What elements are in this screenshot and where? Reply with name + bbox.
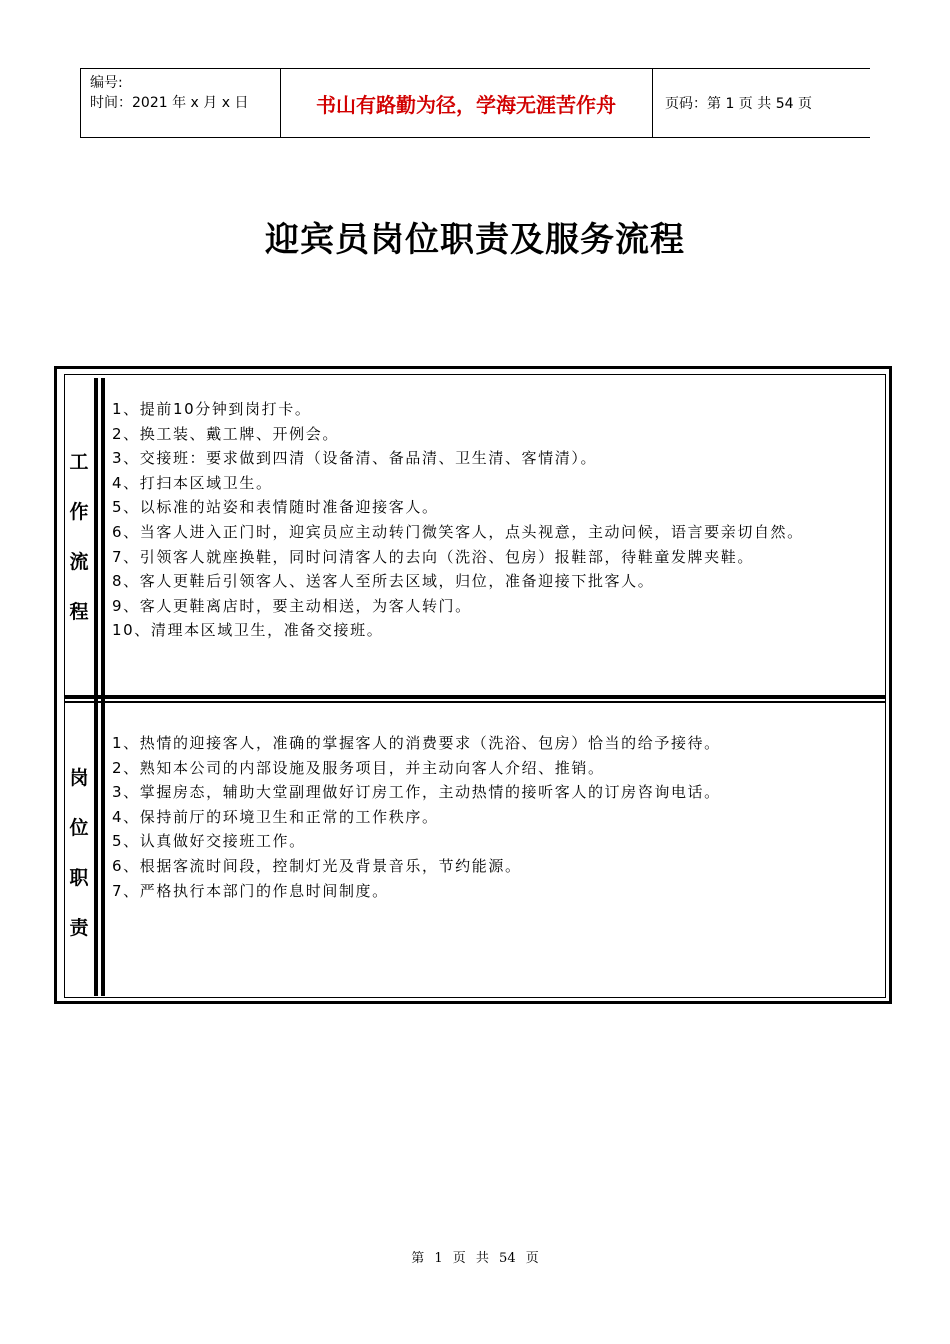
header-info <box>90 73 248 113</box>
list-item: 2、换工装、戴工牌、开例会。 <box>112 424 339 443</box>
page-title: 迎宾员岗位职责及服务流程 <box>265 220 685 260</box>
list-item: 7、严格执行本部门的作息时间制度。 <box>112 881 389 900</box>
row-divider <box>64 695 886 699</box>
label-char: 岗 <box>69 767 89 789</box>
list-item: 2、熟知本公司的内部设施及服务项目，并主动向客人介绍、推销。 <box>112 758 605 777</box>
header-divider <box>80 69 81 137</box>
workflow-section-label <box>64 437 94 637</box>
list-item: 1、提前10分钟到岗打卡。 <box>112 400 312 418</box>
list-item: 8、客人更鞋后引领客人、送客人至所去区域，归位，准备迎接下批客人。 <box>112 572 655 591</box>
header-divider <box>652 69 653 137</box>
page-code: 页码：第 1 页 共 54 页 <box>665 96 812 112</box>
list-item: 10、清理本区域卫生，准备交接班。 <box>112 621 384 640</box>
list-item: 9、客人更鞋离店时，要主动相送，为客人转门。 <box>112 596 472 615</box>
list-item: 1、热情的迎接客人，准确的掌握客人的消费要求（洗浴、包房）恰当的给予接待。 <box>112 734 721 752</box>
label-char: 程 <box>69 601 89 623</box>
duties-section-label <box>64 753 94 953</box>
label-char: 工 <box>69 451 89 473</box>
motto: 书山有路勤为径，学海无涯苦作舟 <box>316 92 616 117</box>
label-char: 作 <box>69 501 89 523</box>
list-item: 7、引领客人就座换鞋，同时问清客人的去向（洗浴、包房）报鞋部，待鞋童发牌夹鞋。 <box>112 547 754 566</box>
list-item: 4、保持前厅的环境卫生和正常的工作秩序。 <box>112 807 439 826</box>
list-item: 5、以标准的站姿和表情随时准备迎接客人。 <box>112 498 439 517</box>
list-item: 3、交接班：要求做到四清（设备清、备品清、卫生清、客情清）。 <box>112 449 598 468</box>
list-item: 6、当客人进入正门时，迎宾员应主动转门微笑客人，点头视意，主动问候，语言要亲切自然。 <box>112 522 804 541</box>
column-divider <box>94 378 98 996</box>
page-footer: 第 1 页 共 54 页 <box>411 1251 539 1266</box>
label-char: 责 <box>69 917 89 939</box>
list-item: 3、掌握房态，辅助大堂副理做好订房工作，主动热情的接听客人的订房咨询电话。 <box>112 783 721 802</box>
list-item: 4、打扫本区域卫生。 <box>112 473 273 492</box>
time-label: 时间：2021 年 x 月 x 日 <box>90 95 249 111</box>
label-char: 位 <box>69 817 89 839</box>
workflow-list <box>112 397 882 643</box>
number-label: 编号: <box>90 75 123 91</box>
list-item: 6、根据客流时间段，控制灯光及背景音乐，节约能源。 <box>112 856 522 875</box>
list-item: 5、认真做好交接班工作。 <box>112 832 306 851</box>
label-char: 职 <box>69 867 89 889</box>
column-divider <box>101 378 105 996</box>
duties-list <box>112 731 882 903</box>
document-header <box>80 68 870 138</box>
row-divider <box>64 701 886 703</box>
label-char: 流 <box>69 551 89 573</box>
